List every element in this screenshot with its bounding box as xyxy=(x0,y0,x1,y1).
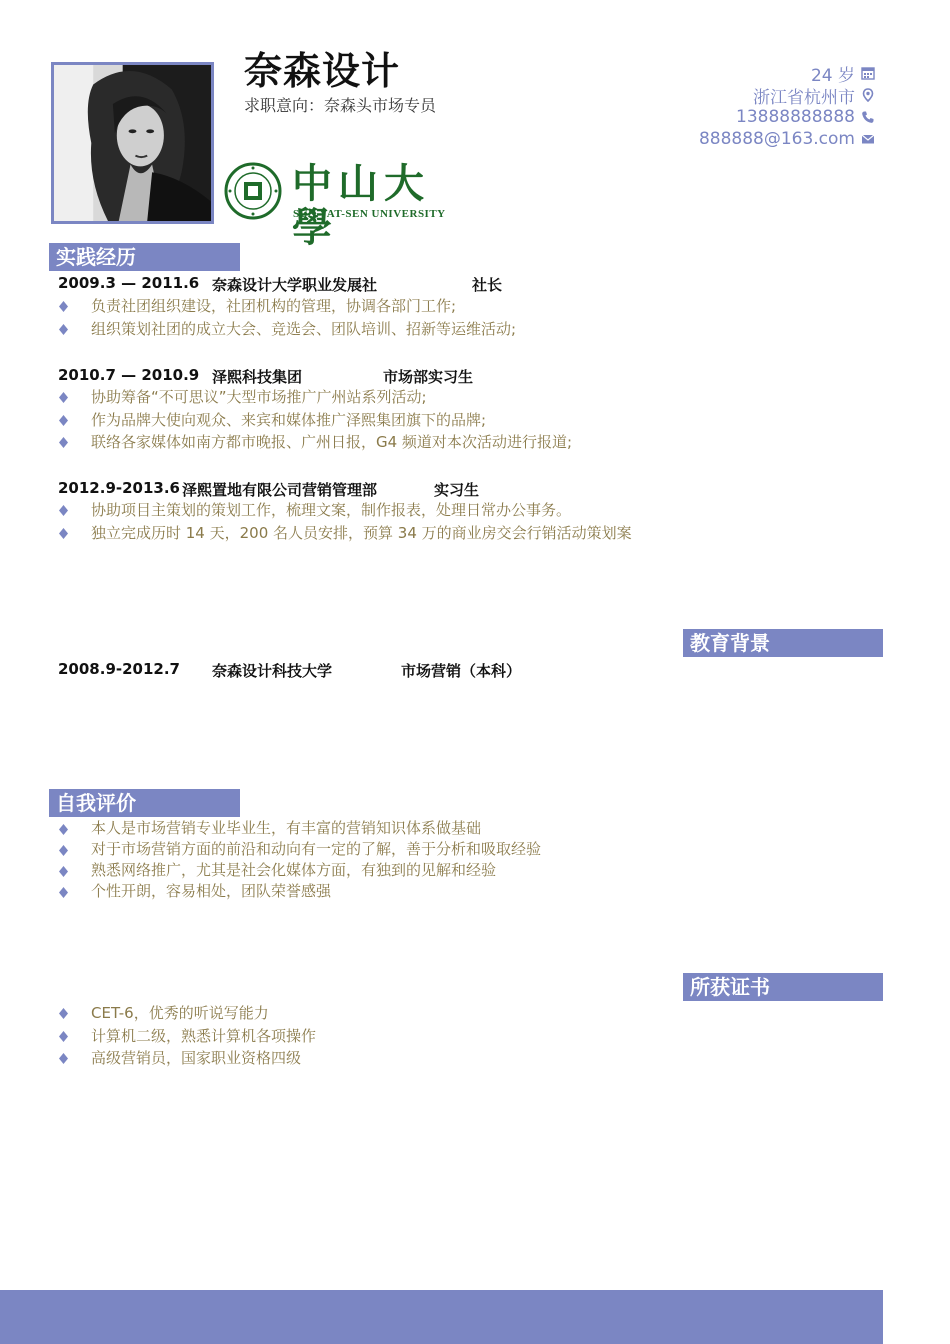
list-item: 作为品牌大使向观众、来宾和媒体推广泽熙集团旗下的品牌; xyxy=(58,409,648,432)
university-name-chinese: 中山大學 xyxy=(292,160,430,251)
university-name-english: SUN YAT-SEN UNIVERSITY xyxy=(293,208,446,220)
job-intent-label: 求职意向： xyxy=(244,96,325,115)
diamond-bullet-icon xyxy=(58,824,69,835)
phone-text: 13888888888 xyxy=(736,107,855,127)
diamond-bullet-icon xyxy=(58,415,69,426)
experience-3-role: 实习生 xyxy=(434,481,480,499)
candidate-name: 奈森设计 xyxy=(244,49,401,93)
age-text: 24 岁 xyxy=(810,65,855,86)
experience-2-list xyxy=(58,386,648,454)
diamond-bullet-icon xyxy=(58,866,69,877)
experience-1-role: 社长 xyxy=(472,276,503,294)
university-logo xyxy=(224,160,454,251)
education-major: 市场营销（本科） xyxy=(401,662,522,680)
calendar-icon xyxy=(860,65,876,81)
diamond-bullet-icon xyxy=(58,437,69,448)
list-item: CET-6，优秀的听说写能力 xyxy=(58,1002,648,1025)
contact-phone xyxy=(699,106,876,128)
diamond-bullet-icon xyxy=(58,301,69,312)
contact-email xyxy=(699,128,876,150)
certs-list xyxy=(58,1002,648,1070)
section-practice-header: 实践经历 xyxy=(49,243,240,271)
section-education-header: 教育背景 xyxy=(683,629,883,657)
diamond-bullet-icon xyxy=(58,505,69,516)
university-seal-icon xyxy=(224,162,282,220)
email-text: 888888@163.com xyxy=(698,129,855,149)
contact-info xyxy=(699,62,876,150)
profile-photo xyxy=(51,62,214,224)
list-item: 负责社团组织建设，社团机构的管理，协调各部门工作; xyxy=(58,295,648,318)
list-item: 协助筹备“不可思议”大型市场推广广州站系列活动; xyxy=(58,386,648,409)
experience-2-org: 泽熙科技集团 xyxy=(212,368,303,386)
list-item: 组织策划社团的成立大会、竞选会、团队培训、招新等运维活动; xyxy=(58,318,648,341)
list-item: 本人是市场营销专业毕业生，有丰富的营销知识体系做基础 xyxy=(58,818,648,839)
diamond-bullet-icon xyxy=(58,1031,69,1042)
location-pin-icon xyxy=(860,87,876,103)
diamond-bullet-icon xyxy=(58,1008,69,1019)
job-intent-value: 奈森头市场专员 xyxy=(324,96,437,115)
diamond-bullet-icon xyxy=(58,887,69,898)
list-item: 计算机二级，熟悉计算机各项操作 xyxy=(58,1025,648,1048)
section-self-eval-header: 自我评价 xyxy=(49,789,240,817)
experience-1-period: 2009.3 — 2011.6 xyxy=(58,274,200,292)
experience-1-org: 奈森设计大学职业发展社 xyxy=(212,276,378,294)
list-item: 独立完成历时 14 天，200 名人员安排，预算 34 万的商业房交会行销活动策划案 xyxy=(58,522,638,545)
experience-2-role: 市场部实习生 xyxy=(383,368,474,386)
job-intent xyxy=(244,93,436,116)
list-item: 高级营销员，国家职业资格四级 xyxy=(58,1047,648,1070)
list-item: 联络各家媒体如南方都市晚报、广州日报，G4 频道对本次活动进行报道; xyxy=(58,431,648,454)
experience-3-period: 2012.9-2013.6 xyxy=(58,479,180,497)
experience-2-period: 2010.7 — 2010.9 xyxy=(58,366,200,384)
footer-bar xyxy=(0,1290,883,1344)
list-item: 熟悉网络推广，尤其是社会化媒体方面，有独到的见解和经验 xyxy=(58,860,648,881)
envelope-icon xyxy=(860,131,876,147)
list-item: 对于市场营销方面的前沿和动向有一定的了解，善于分析和吸取经验 xyxy=(58,839,648,860)
diamond-bullet-icon xyxy=(58,528,69,539)
diamond-bullet-icon xyxy=(58,1053,69,1064)
diamond-bullet-icon xyxy=(58,324,69,335)
education-period: 2008.9-2012.7 xyxy=(58,660,180,678)
phone-icon xyxy=(860,109,876,125)
diamond-bullet-icon xyxy=(58,392,69,403)
location-text: 浙江省杭州市 xyxy=(753,87,855,108)
list-item: 协助项目主策划的策划工作，梳理文案，制作报表，处理日常办公事务。 xyxy=(58,499,638,522)
experience-3-list xyxy=(58,499,638,544)
contact-age xyxy=(699,62,876,84)
section-certs-header: 所获证书 xyxy=(683,973,883,1001)
experience-1-list xyxy=(58,295,648,340)
diamond-bullet-icon xyxy=(58,845,69,856)
self-eval-list xyxy=(58,818,648,902)
list-item: 个性开朗，容易相处，团队荣誉感强 xyxy=(58,881,648,902)
contact-location xyxy=(699,84,876,106)
education-school: 奈森设计科技大学 xyxy=(212,662,333,680)
experience-3-org: 泽熙置地有限公司营销管理部 xyxy=(182,481,378,499)
